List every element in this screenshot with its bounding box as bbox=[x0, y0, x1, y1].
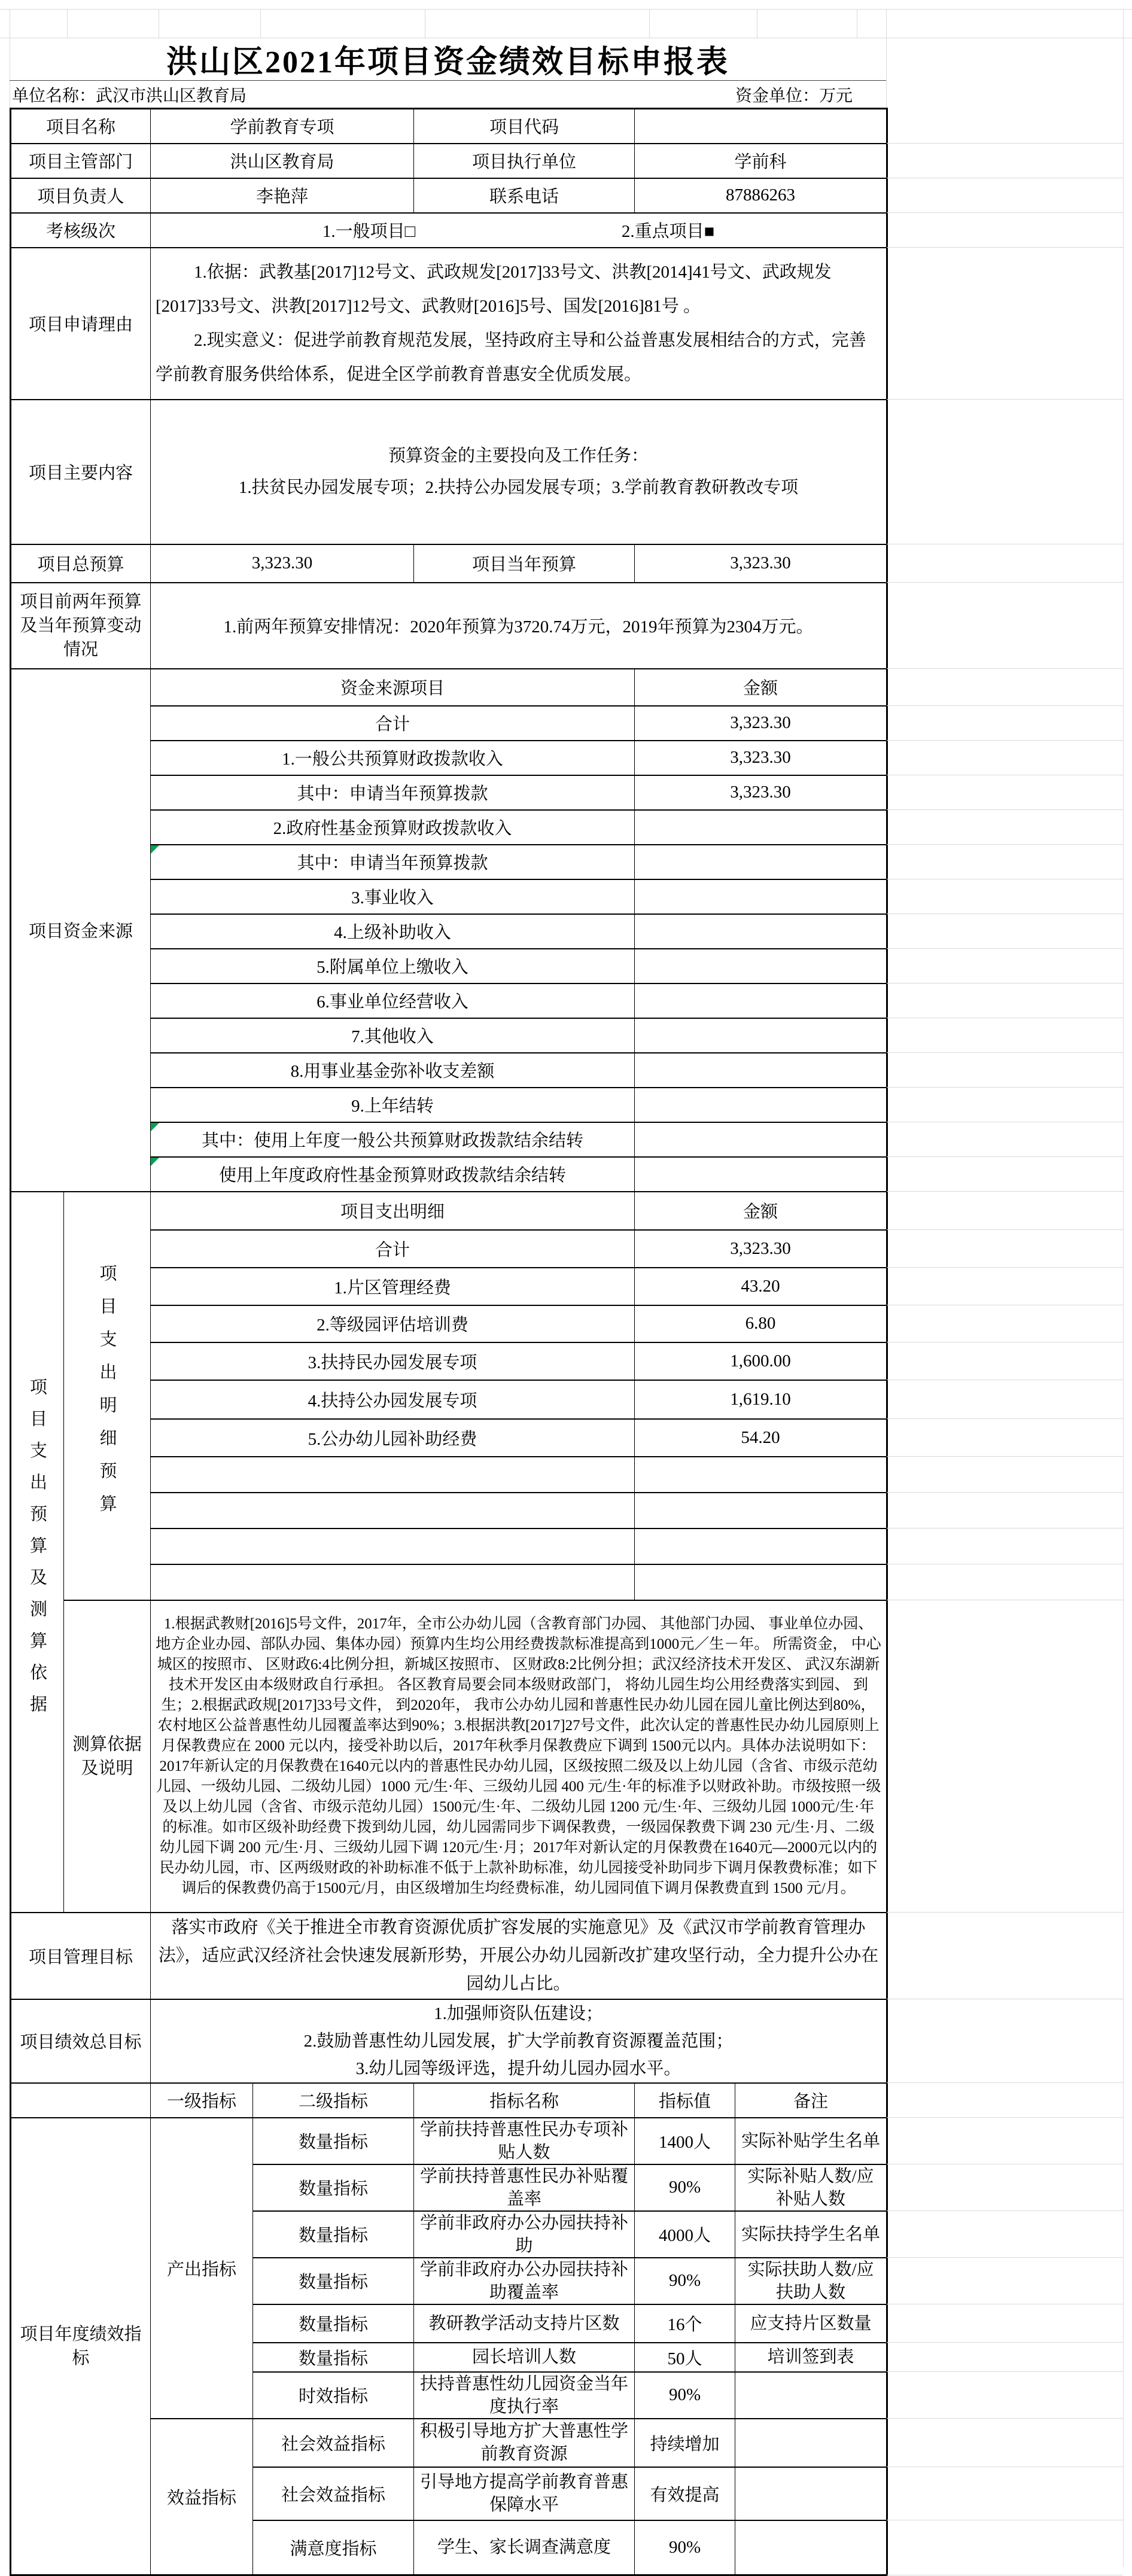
page-title: 洪山区2021年项目资金绩效目标申报表 bbox=[166, 45, 729, 80]
expense-detail-label: 项目支出明细预算 bbox=[97, 1264, 117, 1527]
grid-line bbox=[887, 1418, 1123, 1419]
funding-amount-cell[interactable] bbox=[635, 879, 887, 914]
label-calculation-basis: 测算依据及说明 bbox=[64, 1600, 151, 1913]
grid-line bbox=[887, 2117, 1123, 2118]
grid-line bbox=[887, 668, 1123, 669]
grid-line bbox=[887, 1229, 1123, 1230]
grid-line bbox=[887, 2342, 1123, 2343]
indicator-value-cell[interactable]: 50人 bbox=[635, 2343, 735, 2372]
funding-item-cell[interactable]: 2.政府性基金预算财政拨款收入 bbox=[151, 810, 635, 845]
reason-item-2: 2.现实意义：促进学前教育规范发展，坚持政府主导和公益普惠发展相结合的方式，完善学前教育服务供给体系，促进全区学前教育普惠安全优质发展。 bbox=[156, 330, 866, 384]
label-project-code: 项目代码 bbox=[414, 109, 635, 144]
perf-line-3: 3.幼儿园等级评选，提升幼儿园办园水平。 bbox=[355, 2059, 681, 2078]
section-label-expense-budget bbox=[11, 1192, 64, 1913]
cell-total-budget[interactable]: 3,323.30 bbox=[151, 544, 414, 583]
fund-unit: 资金单位：万元 bbox=[735, 86, 853, 105]
indicator-name-cell[interactable]: 学前非政府办公办园扶持补助覆盖率 bbox=[414, 2258, 635, 2304]
header-indicator-name: 指标名称 bbox=[414, 2083, 635, 2118]
reason-item-1: 1.依据：武教基[2017]12号文、武政规发[2017]33号文、洪教[2014]41号文、武政规发[2017]33号文、洪教[2017]12号文、武教财[2016]5号、国发[2016]81号 。 bbox=[156, 262, 832, 316]
group-label-benefit-indicators: 效益指标 bbox=[151, 2419, 253, 2575]
grid-line bbox=[887, 1456, 1123, 1457]
funding-item-cell[interactable]: 3.事业收入 bbox=[151, 879, 635, 914]
funding-amount-cell[interactable]: 3,323.30 bbox=[635, 775, 887, 810]
funding-item-cell[interactable]: 合计 bbox=[151, 706, 635, 741]
expense-amount-cell[interactable]: 43.20 bbox=[635, 1268, 887, 1305]
funding-amount-cell[interactable] bbox=[635, 1122, 887, 1157]
label-total-budget: 项目总预算 bbox=[11, 544, 151, 583]
label-project-leader: 项目负责人 bbox=[11, 178, 151, 213]
funding-amount-cell[interactable] bbox=[635, 1157, 887, 1192]
grid-line bbox=[887, 247, 1123, 248]
grid-line bbox=[887, 399, 1123, 400]
expense-amount-cell[interactable] bbox=[635, 1528, 887, 1564]
expense-amount-cell[interactable] bbox=[635, 1493, 887, 1528]
content-line-2: 1.扶贫民办园发展专项；2.扶持公办园发展专项；3.学前教育教研教改专项 bbox=[238, 477, 799, 497]
indicator-name-cell[interactable]: 扶持普惠性幼儿园资金当年度执行率 bbox=[414, 2372, 635, 2419]
indicator-name-cell[interactable]: 学前非政府办公办园扶持补助 bbox=[414, 2211, 635, 2258]
label-management-goal: 项目管理目标 bbox=[11, 1913, 151, 1999]
indicator-value-cell[interactable]: 1400人 bbox=[635, 2118, 735, 2164]
cell-executing-unit[interactable]: 学前科 bbox=[635, 144, 887, 178]
indicator-note-cell[interactable]: 实际扶持学生名单 bbox=[735, 2211, 887, 2258]
header-indicator-value: 指标值 bbox=[635, 2083, 735, 2118]
funding-item-cell[interactable]: 9.上年结转 bbox=[151, 1088, 635, 1122]
expense-amount-cell[interactable]: 1,600.00 bbox=[635, 1342, 887, 1380]
indicator-note-cell[interactable] bbox=[735, 2520, 887, 2575]
header-funding-item: 资金来源项目 bbox=[151, 669, 635, 706]
indicator-l2-cell[interactable]: 数量指标 bbox=[253, 2304, 414, 2343]
funding-item-cell-flagged[interactable]: 其中：使用上年度一般公共预算财政拨款结余结转 bbox=[151, 1122, 635, 1157]
section-label-funding-source: 项目资金来源 bbox=[11, 669, 151, 1192]
grid-line bbox=[887, 1492, 1123, 1493]
indicator-value-cell[interactable]: 持续增加 bbox=[635, 2419, 735, 2467]
funding-amount-cell[interactable] bbox=[635, 1088, 887, 1122]
label-project-name: 项目名称 bbox=[11, 109, 151, 144]
indicator-name-cell[interactable]: 学前扶持普惠性民办专项补贴人数 bbox=[414, 2118, 635, 2164]
expense-item-cell[interactable]: 2.等级园评估培训费 bbox=[151, 1305, 635, 1342]
expense-amount-cell[interactable]: 6.80 bbox=[635, 1305, 887, 1342]
grid-line bbox=[887, 844, 1123, 845]
grid-line bbox=[887, 212, 1123, 213]
grid-line bbox=[887, 1052, 1123, 1053]
grid-line bbox=[886, 9, 887, 108]
expense-item-cell[interactable] bbox=[151, 1493, 635, 1528]
content-line-1: 预算资金的主要投向及工作任务： bbox=[388, 446, 649, 465]
funding-item-cell[interactable]: 其中：申请当年预算拨款 bbox=[151, 775, 635, 810]
indicator-note-cell[interactable]: 实际补贴学生名单 bbox=[735, 2118, 887, 2164]
cell-project-name[interactable]: 学前教育专项 bbox=[151, 109, 414, 144]
indicator-l2-cell[interactable]: 社会效益指标 bbox=[253, 2467, 414, 2520]
funding-amount-cell[interactable] bbox=[635, 914, 887, 949]
grid-line bbox=[887, 1156, 1123, 1157]
indicator-l2-cell[interactable]: 社会效益指标 bbox=[253, 2419, 414, 2467]
indicator-name-cell[interactable]: 引导地方提高学前教育普惠保障水平 bbox=[414, 2467, 635, 2520]
cell-main-content[interactable] bbox=[151, 400, 887, 544]
indicator-note-cell[interactable] bbox=[735, 2372, 887, 2419]
indicator-l2-cell[interactable]: 数量指标 bbox=[253, 2258, 414, 2304]
expense-amount-cell[interactable]: 1,619.10 bbox=[635, 1380, 887, 1419]
grid-line bbox=[887, 2257, 1123, 2258]
cell-performance-goal[interactable] bbox=[151, 1999, 887, 2083]
expense-item-cell[interactable]: 5.公办幼儿园补助经费 bbox=[151, 1419, 635, 1457]
cell-application-reason[interactable] bbox=[151, 248, 887, 400]
grid-line bbox=[260, 9, 261, 38]
indicator-l2-cell[interactable]: 时效指标 bbox=[253, 2372, 414, 2419]
indicator-value-cell[interactable]: 有效提高 bbox=[635, 2467, 735, 2520]
cell-supervisor-dept[interactable]: 洪山区教育局 bbox=[151, 144, 414, 178]
grid-line bbox=[887, 2210, 1123, 2211]
expense-item-cell[interactable]: 合计 bbox=[151, 1230, 635, 1268]
perf-line-1: 1.加强师资队伍建设； bbox=[434, 2003, 603, 2023]
header-level1-indicator: 一级指标 bbox=[151, 2083, 253, 2118]
indicator-name-cell[interactable]: 积极引导地方扩大普惠性学前教育资源 bbox=[414, 2419, 635, 2467]
funding-amount-cell[interactable] bbox=[635, 983, 887, 1018]
grid-line bbox=[1123, 9, 1124, 2567]
funding-amount-cell[interactable] bbox=[635, 949, 887, 983]
section-label-annual-indicators: 项目年度绩效指标 bbox=[11, 2118, 151, 2575]
grid-line bbox=[887, 2371, 1123, 2372]
indicator-name-cell[interactable]: 学生、家长调查满意度 bbox=[414, 2520, 635, 2575]
expense-amount-cell[interactable] bbox=[635, 1457, 887, 1493]
indicator-note-cell[interactable]: 实际扶助人数/应扶助人数 bbox=[735, 2258, 887, 2304]
label-application-reason: 项目申请理由 bbox=[11, 248, 151, 400]
grid-line bbox=[0, 9, 1132, 10]
expense-item-cell[interactable]: 3.扶持民办园发展专项 bbox=[151, 1342, 635, 1380]
funding-item-cell[interactable]: 1.一般公共预算财政拨款收入 bbox=[151, 741, 635, 775]
expense-outer-label: 项目支出预算及测算依据 bbox=[28, 1377, 47, 1727]
label-previous-budget: 项目前两年预算及当年预算变动情况 bbox=[11, 583, 151, 669]
indicator-l2-cell[interactable]: 数量指标 bbox=[253, 2164, 414, 2211]
funding-item-cell[interactable]: 6.事业单位经营收入 bbox=[151, 983, 635, 1018]
header-expense-item: 项目支出明细 bbox=[151, 1192, 635, 1230]
grid-line bbox=[887, 1267, 1123, 1268]
indicator-name-cell[interactable]: 学前扶持普惠性民办补贴覆盖率 bbox=[414, 2164, 635, 2211]
section-label-expense-detail bbox=[64, 1192, 151, 1600]
funding-amount-cell[interactable] bbox=[635, 1053, 887, 1088]
indicator-value-cell[interactable]: 90% bbox=[635, 2520, 735, 2575]
checkbox-key-project[interactable]: 2.重点项目■ bbox=[621, 222, 715, 241]
grid-line bbox=[887, 2418, 1123, 2419]
expense-item-cell[interactable] bbox=[151, 1564, 635, 1600]
indicator-note-cell[interactable]: 应支持片区数量 bbox=[735, 2304, 887, 2343]
funding-item-cell[interactable]: 4.上级补助收入 bbox=[151, 914, 635, 949]
grid-line bbox=[887, 740, 1123, 741]
label-assessment-level: 考核级次 bbox=[11, 213, 151, 248]
indicator-l2-cell[interactable]: 数量指标 bbox=[253, 2343, 414, 2372]
funding-amount-cell[interactable] bbox=[635, 1018, 887, 1053]
expense-item-cell[interactable]: 4.扶持公办园发展专项 bbox=[151, 1380, 635, 1419]
unit-row bbox=[10, 81, 886, 108]
label-executing-unit: 项目执行单位 bbox=[414, 144, 635, 178]
indicator-value-cell[interactable]: 90% bbox=[635, 2164, 735, 2211]
grid-line bbox=[887, 1191, 1123, 1192]
label-year-budget: 项目当年预算 bbox=[414, 544, 635, 583]
perf-line-2: 2.鼓励普惠性幼儿园发展，扩大学前教育资源覆盖范围； bbox=[303, 2031, 734, 2051]
funding-amount-cell[interactable] bbox=[635, 810, 887, 845]
indicator-name-cell[interactable]: 教研教学活动支持片区数 bbox=[414, 2304, 635, 2343]
expense-amount-cell[interactable] bbox=[635, 1564, 887, 1600]
funding-item-cell[interactable]: 5.附属单位上缴收入 bbox=[151, 949, 635, 983]
label-phone: 联系电话 bbox=[414, 178, 635, 213]
grid-line bbox=[887, 582, 1123, 583]
indicator-note-cell[interactable] bbox=[735, 2467, 887, 2520]
cell-project-code[interactable] bbox=[635, 109, 887, 144]
grid-line bbox=[67, 9, 68, 38]
header-indicator-note: 备注 bbox=[735, 2083, 887, 2118]
checkbox-general-project[interactable]: 1.一般项目□ bbox=[322, 222, 416, 241]
indicator-note-cell[interactable]: 培训签到表 bbox=[735, 2343, 887, 2372]
header-level2-indicator: 二级指标 bbox=[253, 2083, 414, 2118]
cell-calculation-basis[interactable]: 1.根据武教财[2016]5号文件，2017年，全市公办幼儿园（含教育部门办园、 其他部门办园、 事业单位办园、 地方企业办园、部队办园、集体办园）预算内生均公用经费拨款标准提高到1000元／生－年。 所需资金， 中心城区的按照市、 区财政6:4比例分担，新城区按照市、 区财政8:2比例分担；武汉经济技术开发区、 武汉东湖新技术开发区由本级财政自行承担。 各区教育局要会同本级财政部门， 将幼儿园生均公用经费落实到园、 到生；2.根据武政规[2017]33号文件， 到2020年， 我市公办幼儿园和普惠性民办幼儿园在园儿童比例达到80%，农村地区公益普惠性幼儿园覆盖率达到90%；3.根据洪教[2017]27号文件，此次认定的普惠性民办幼儿园原则上月保教费应在 2000 元以内，接受补助以后，2017年秋季月保教费应下调到 1500元以内。具体办法说明如下：2017年新认定的月保教费在1640元以内的普惠性民办幼儿园，区级按照二级及以上幼儿园（含省、市级示范幼儿园、一级幼儿园、二级幼儿园）1000 元/生·年、三级幼儿园 400 元/生·年的标准予以财政补助。市级按照一级及以上幼儿园（含省、市级示范幼儿园）1500元/生·年、二级幼儿园 1200 元/生·年、三级幼儿园 1000元/生·年的标准。如市区级补助经费下拨到幼儿园，幼儿园需同步下调保教费，一级园保教费下调 230 元/生·月、二级幼儿园下调 200 元/生·月、三级幼儿园下调 120元/生·月；2017年对新认定的月保教费在1640元—2000元以内的民办幼儿园，市、区两级财政的补助标准不低于上款补助标准，幼儿园接受补助同步下调月保教费标准；如下调后的保教费仍高于1500元/月，由区级增加生均经费标准，幼儿园同值下调月保教费直到 1500 元/月。 bbox=[151, 1600, 887, 1913]
grid-line bbox=[887, 705, 1123, 706]
expense-amount-cell[interactable]: 54.20 bbox=[635, 1419, 887, 1457]
cell-previous-budget[interactable]: 1.前两年预算安排情况：2020年预算为3720.74万元，2019年预算为2304万元。 bbox=[151, 583, 887, 669]
indicator-note-cell[interactable]: 实际补贴人数/应补贴人数 bbox=[735, 2164, 887, 2211]
grid-line bbox=[887, 809, 1123, 810]
indicator-l2-cell[interactable]: 数量指标 bbox=[253, 2211, 414, 2258]
label-main-content: 项目主要内容 bbox=[11, 400, 151, 544]
grid-line bbox=[887, 143, 1123, 144]
header-funding-amount: 金额 bbox=[635, 669, 887, 706]
cell-assessment-level bbox=[151, 213, 887, 248]
indicator-value-cell[interactable]: 90% bbox=[635, 2372, 735, 2419]
grid-line bbox=[887, 948, 1123, 949]
grid-line bbox=[887, 1087, 1123, 1088]
grid-line bbox=[887, 1912, 1123, 1913]
unit-name: 单位名称：武汉市洪山区教育局 bbox=[12, 86, 247, 105]
grid-line bbox=[887, 2082, 1123, 2083]
funding-item-cell[interactable]: 8.用事业基金弥补收支差额 bbox=[151, 1053, 635, 1088]
cell-phone[interactable]: 87886263 bbox=[635, 178, 887, 213]
indicator-note-cell[interactable] bbox=[735, 2419, 887, 2467]
label-supervisor-dept: 项目主管部门 bbox=[11, 144, 151, 178]
indicator-l2-cell[interactable]: 数量指标 bbox=[253, 2118, 414, 2164]
funding-amount-cell[interactable]: 3,323.30 bbox=[635, 706, 887, 741]
expense-item-cell[interactable] bbox=[151, 1528, 635, 1564]
indicator-value-cell[interactable]: 16个 bbox=[635, 2304, 735, 2343]
funding-item-cell[interactable]: 7.其他收入 bbox=[151, 1018, 635, 1053]
declaration-form-table bbox=[10, 108, 888, 2576]
header-expense-amount: 金额 bbox=[635, 1192, 887, 1230]
funding-item-cell-flagged[interactable]: 使用上年度政府性基金预算财政拨款结余结转 bbox=[151, 1157, 635, 1192]
group-label-output-indicators: 产出指标 bbox=[151, 2118, 253, 2419]
indicator-name-cell[interactable]: 园长培训人数 bbox=[414, 2343, 635, 2372]
expense-item-cell[interactable] bbox=[151, 1457, 635, 1493]
grid-line bbox=[649, 9, 650, 38]
cell-year-budget[interactable]: 3,323.30 bbox=[635, 544, 887, 583]
funding-item-cell-flagged[interactable]: 其中：申请当年预算拨款 bbox=[151, 845, 635, 879]
indicator-value-cell[interactable]: 90% bbox=[635, 2258, 735, 2304]
indicator-l2-cell[interactable]: 满意度指标 bbox=[253, 2520, 414, 2575]
cell-management-goal[interactable]: 落实市政府《关于推进全市教育资源优质扩容发展的实施意见》及《武汉市学前教育管理办法》，适应武汉经济社会快速发展新形势，开展公办幼儿园新改扩建攻坚行动，全力提升公办在园幼儿占比。 bbox=[151, 1913, 887, 1999]
expense-item-cell[interactable]: 1.片区管理经费 bbox=[151, 1268, 635, 1305]
indicator-corner-cell bbox=[11, 2083, 151, 2118]
label-performance-goal: 项目绩效总目标 bbox=[11, 1999, 151, 2083]
funding-amount-cell[interactable]: 3,323.30 bbox=[635, 741, 887, 775]
cell-project-leader[interactable]: 李艳萍 bbox=[151, 178, 414, 213]
indicator-value-cell[interactable]: 4000人 bbox=[635, 2211, 735, 2258]
funding-amount-cell[interactable] bbox=[635, 845, 887, 879]
expense-amount-cell[interactable]: 3,323.30 bbox=[635, 1230, 887, 1268]
